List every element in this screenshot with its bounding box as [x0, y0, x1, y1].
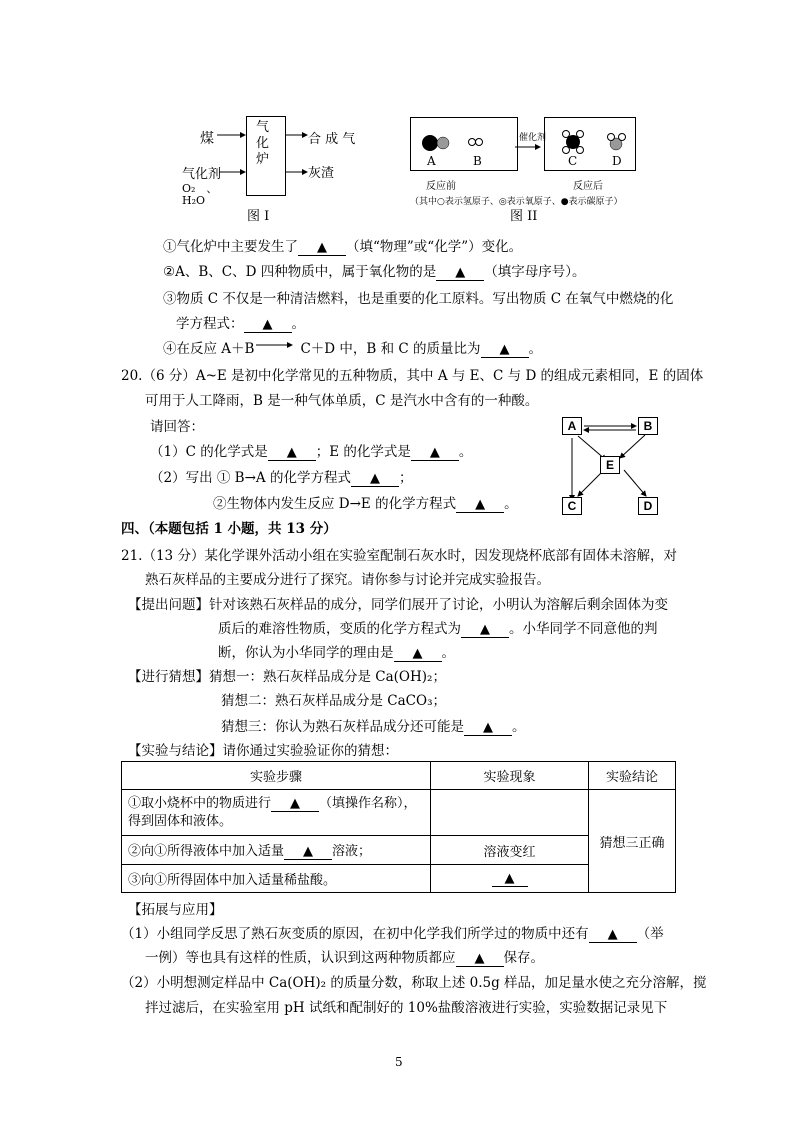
q20-line4: （1）C 的化学式是▲ ；E 的化学式是▲ 。 — [150, 440, 472, 461]
answer-blank[interactable] — [492, 872, 528, 887]
node-b: B — [638, 417, 658, 435]
hydrogen-atom-icon — [476, 139, 483, 146]
q19-line3: ③物质 C 不仅是一种清洁燃料，也是重要的化工原料。写出物质 C 在氧气中燃烧的化 — [163, 291, 674, 307]
fig2-before: 反应前 — [426, 181, 456, 192]
q21-experiment-intro: 【实验与结论】请你通过实验验证你的猜想： — [128, 743, 398, 759]
table-conclusion: 猜想三正确 — [589, 790, 676, 893]
q21-ext-1b: 一例）等也具有这样的性质，认识到这两种物质都应▲ 保存。 — [145, 946, 544, 967]
table-cell: ③向①所得固体中加入适量稀盐酸。 — [122, 865, 431, 893]
table-cell — [431, 865, 589, 893]
node-d: D — [638, 497, 658, 515]
answer-blank[interactable] — [436, 265, 484, 281]
fig2-label-b: B — [473, 154, 482, 168]
table-header: 实验结论 — [589, 762, 676, 790]
fig2-legend: （其中○表示氢原子、◎表示氧原子、●表示碳原子） — [410, 197, 623, 207]
fig2-caption: 图 II — [510, 209, 538, 224]
q21-ext-1a: （1）小组同学反思了熟石灰变质的原因，在初中化学我们所学过的物质中还有▲ （举 — [121, 922, 664, 943]
fig1-h2o: H₂O — [182, 194, 206, 207]
fig1-arrows — [215, 125, 315, 185]
answer-blank[interactable] — [268, 445, 316, 461]
table-cell: 溶液变红 — [431, 836, 589, 865]
q21-guess-2: 猜想二：熟石灰样品成分是 CaCO₃； — [221, 693, 446, 709]
hydrogen-atom-icon — [619, 134, 626, 141]
fig1-o2: O₂ 、 — [182, 182, 218, 195]
fig1-agent: 气化剂 — [182, 167, 222, 182]
answer-blank[interactable] — [284, 845, 332, 860]
answer-blank[interactable] — [461, 622, 509, 638]
answer-blank[interactable] — [244, 317, 292, 333]
hydrogen-atom-icon — [563, 147, 570, 154]
q21-ext-2a: （2）小明想测定样品中 Ca(OH)₂ 的质量分数，称取上述 0.5g 样品，加足量水使之充分溶解，搅 — [121, 975, 707, 991]
fig1-furnace: 气 化 炉 — [256, 120, 270, 167]
table-header: 实验现象 — [431, 762, 589, 790]
oxygen-atom-icon — [437, 137, 449, 149]
fig2-label-c: C — [568, 154, 578, 168]
fig1-syngas: 合 成 气 — [308, 132, 356, 147]
q21-guess-3: 猜想三：你认为熟石灰样品成分还可能是▲ 。 — [221, 715, 526, 736]
fig1-ash: 灰渣 — [308, 166, 335, 181]
table-header: 实验步骤 — [122, 762, 431, 790]
q20-line2: 可用于人工降雨，B 是一种气体单质，C 是汽水中含有的一种酸。 — [145, 393, 539, 409]
fig2-molecules — [410, 117, 640, 172]
answer-blank[interactable] — [481, 342, 529, 358]
answer-blank[interactable] — [589, 927, 637, 943]
q21-ext-2b: 拌过滤后，在实验室用 pH 试纸和配制好的 10%盐酸溶液进行实验，实验数据记录见下 — [145, 1000, 668, 1016]
q19-line4: 学方程式：▲ 。 — [176, 312, 305, 333]
answer-blank[interactable] — [271, 797, 319, 812]
answer-blank[interactable] — [394, 646, 442, 662]
fig2-after: 反应后 — [573, 181, 603, 192]
q21-line1: 21.（13 分）某化学课外活动小组在实验室配制石灰水时，因发现烧杯底部有固体未溶解，对 — [121, 548, 677, 564]
carbon-atom-icon — [422, 135, 438, 151]
hydrogen-atom-icon — [577, 147, 584, 154]
fig2-label-d: D — [612, 154, 622, 168]
hydrogen-atom-icon — [608, 134, 615, 141]
hydrogen-atom-icon — [577, 131, 584, 138]
q21-guess-1: 【进行猜想】猜想一：熟石灰样品成分是 Ca(OH)₂； — [128, 669, 446, 685]
experiment-table — [121, 761, 676, 893]
q21-problem-3: 断，你认为小华同学的理由是▲ 。 — [218, 641, 455, 662]
q21-line2: 熟石灰样品的主要成分进行了探究。请你参与讨论并完成实验报告。 — [145, 572, 550, 588]
fig2-catalyst: 催化剂 — [519, 133, 547, 143]
q20-line1: 20.（6 分）A~E 是初中化学常见的五种物质，其中 A 与 E、C 与 D 的组成元素相同，E 的固体 — [121, 368, 704, 384]
fig1-coal: 煤 — [200, 131, 214, 147]
section-four-heading: 四、（本题包括 1 小题，共 13 分） — [121, 521, 337, 537]
q20-line3: 请回答： — [150, 419, 204, 435]
q21-extension-heading: 【拓展与应用】 — [128, 902, 223, 918]
fig1-caption: 图 I — [247, 209, 270, 224]
fig2-label-a: A — [427, 154, 436, 168]
q19-line1: ①气化炉中主要发生了▲ （填“物理”或“化学”）变化。 — [163, 235, 522, 256]
answer-blank[interactable] — [411, 445, 459, 461]
answer-blank[interactable] — [456, 497, 504, 513]
q20-line6: ②生物体内发生反应 D→E 的化学方程式▲ 。 — [213, 492, 518, 513]
answer-blank[interactable] — [298, 240, 346, 256]
node-c: C — [562, 497, 582, 515]
table-cell: ②向①所得液体中加入适量▲ 溶液； — [122, 836, 431, 865]
q21-problem-2: 质后的难溶性物质，变质的化学方程式为▲ 。小华同学不同意他的判 — [218, 617, 658, 638]
answer-blank[interactable] — [464, 720, 512, 736]
answer-blank[interactable] — [456, 951, 504, 967]
page-number: 5 — [395, 1055, 403, 1069]
q19-line5: ④在反应 A＋B C＋D 中，B 和 C 的质量比为▲ 。 — [163, 337, 542, 358]
answer-blank[interactable] — [351, 471, 399, 487]
node-a: A — [562, 417, 582, 435]
node-e: E — [600, 456, 620, 474]
q21-problem-1: 【提出问题】针对该熟石灰样品的成分，同学们展开了讨论，小明认为溶解后剩余固体为变 — [128, 597, 668, 613]
table-cell: ①取小烧杯中的物质进行▲ （填操作名称），得到固体和液体。 — [122, 790, 431, 836]
hydrogen-atom-icon — [469, 139, 476, 146]
table-cell — [431, 790, 589, 836]
q20-line5: （2）写出 ① B→A 的化学方程式▲ ； — [150, 466, 412, 487]
hydrogen-atom-icon — [563, 131, 570, 138]
q19-line2: ②A、B、C、D 四种物质中，属于氧化物的是▲ （填字母序号）。 — [163, 260, 585, 281]
